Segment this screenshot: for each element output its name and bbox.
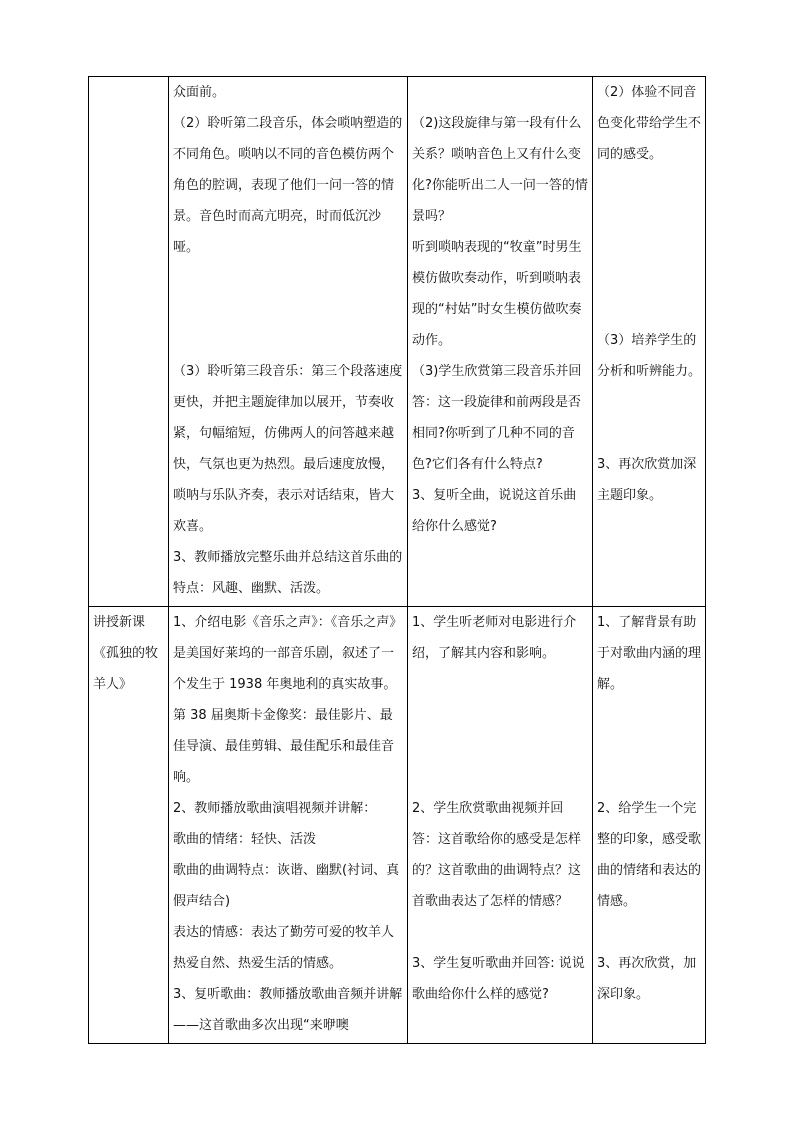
paragraph: （2）聆听第二段音乐，体会唢呐塑造的不同角色。唢呐以不同的音色模仿两个角色的腔调，表现了他们一问一答的情景。音色时而高亢明亮，时而低沉沙哑。 (173, 116, 403, 255)
table-row (89, 607, 706, 1044)
paragraph: （3)学生欣赏第三段音乐并回答：这一段旋律和前两段是否相同?你听到了几种不同的音色?它们各有什么特点? (412, 364, 582, 472)
paragraph: 表达的情感：表达了勤劳可爱的牧羊人热爱自然、热爱生活的情感。 (173, 925, 395, 971)
paragraph: 3、复听全曲，说说这首乐曲给你什么感觉? (412, 488, 577, 534)
lesson-plan-table (88, 76, 706, 1044)
student-activity-cell (408, 607, 593, 1044)
paragraph: 3、再次欣赏加深主题印象。 (597, 457, 697, 503)
paragraph: 3、再次欣赏，加深印象。 (597, 956, 697, 1002)
paragraph: （2)这段旋律与第一段有什么关系？唢呐音色上又有什么变化?你能听出二人一问一答的情景吗？ (412, 116, 588, 224)
paragraph: 歌曲的曲调特点：诙谐、幽默(衬词、真假声结合) (173, 863, 400, 909)
section-cell (89, 77, 169, 607)
paragraph: 2、教师播放歌曲演唱视频并讲解： (173, 801, 377, 816)
paragraph: 听到唢呐表现的“牧童”时男生模仿做吹奏动作，听到唢呐表现的“村姑”时女生模仿做吹奏动作。 (412, 240, 582, 348)
paragraph: 1、学生听老师对电影进行介绍，了解其内容和影响。 (412, 615, 577, 661)
section-cell (89, 607, 169, 1044)
design-intent-cell (593, 607, 706, 1044)
section-title: 讲授新课《孤独的牧羊人》 (93, 615, 159, 692)
paragraph: （3）培养学生的分析和听辨能力。 (597, 333, 702, 379)
teacher-activity-cell (169, 77, 408, 607)
student-activity-cell (408, 77, 593, 607)
paragraph: （3）聆听第三段音乐：第三个段落速度更快，并把主题旋律加以展开，节奏收紧，句幅缩短，仿佛两人的问答越来越快，气氛也更为热烈。最后速度放慢，唢呐与乐队齐奏，表示对话结束，皆大欢喜。 (173, 364, 403, 534)
design-intent-cell (593, 77, 706, 607)
paragraph: 2、学生欣赏歌曲视频并回答：这首歌给你的感受是怎样的？这首歌曲的曲调特点？这首歌曲表达了怎样的情感？ (412, 801, 582, 909)
paragraph: 1、介绍电影《音乐之声》：《音乐之声》是美国好莱坞的一部音乐剧，叙述了一个发生于 1938 年奥地利的真实故事。第 38 届奥斯卡金像奖：最佳影片、最佳导演、最佳剪辑、最佳配乐和最佳音响。 (173, 615, 403, 785)
paragraph: 歌曲的情绪：轻快、活泼 (173, 832, 317, 847)
teacher-activity-cell (169, 607, 408, 1044)
paragraph: 3、学生复听歌曲并回答: 说说歌曲给你什么样的感觉? (412, 956, 585, 1002)
paragraph: （2）体验不同音色变化带给学生不同的感受。 (597, 85, 702, 162)
paragraph: 3、教师播放完整乐曲并总结这首乐曲的特点：风趣、幽默、活泼。 (173, 550, 403, 596)
table-row (89, 77, 706, 607)
paragraph: 2、给学生一个完整的印象，感受歌曲的情绪和表达的情感。 (597, 801, 702, 909)
paragraph: 3、复听歌曲：教师播放歌曲音频并讲解——这首歌曲多次出现“来咿噢 (173, 987, 403, 1033)
paragraph: 众面前。 (173, 85, 226, 100)
paragraph: 1、了解背景有助于对歌曲内涵的理解。 (597, 615, 702, 692)
